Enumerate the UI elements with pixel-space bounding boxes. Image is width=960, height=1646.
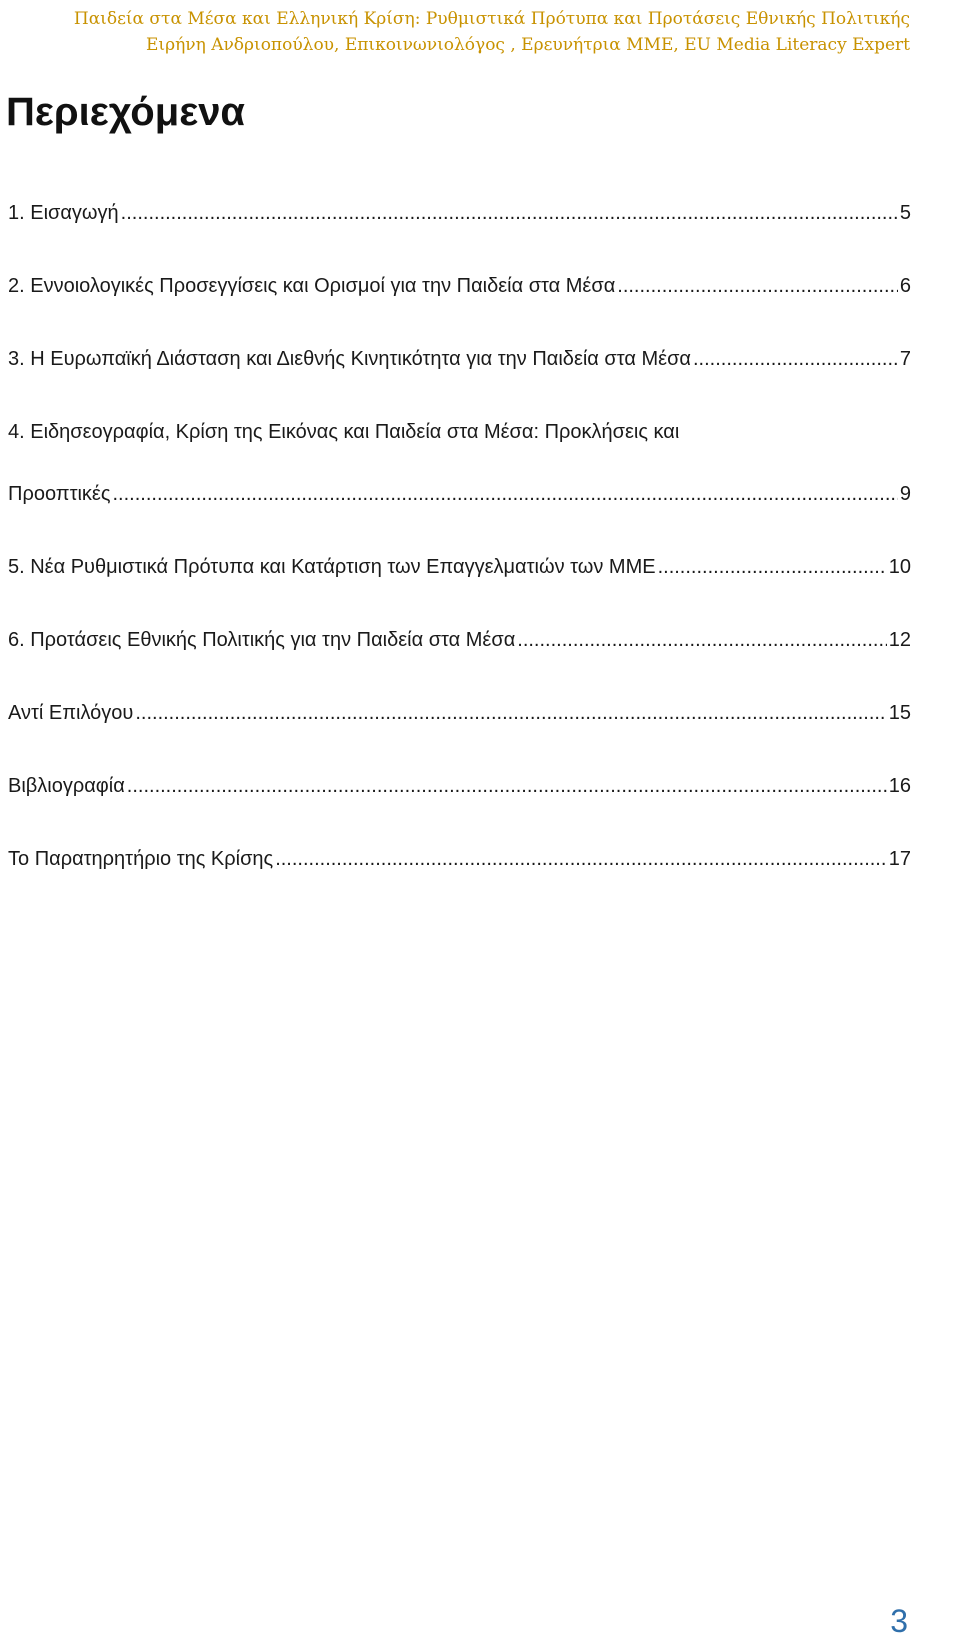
toc-entry-title: Αντί Επιλόγου <box>8 702 134 724</box>
dot-leader <box>517 627 886 653</box>
toc-entry-concepts[interactable] <box>8 273 911 299</box>
toc-heading: Περιεχόμενα <box>6 90 246 134</box>
toc-entry-page: 16 <box>888 775 911 797</box>
dot-leader <box>121 200 898 226</box>
toc-entry-title-line1: 4. Ειδησεογραφία, Κρίση της Εικόνας και Παιδεία στα Μέσα: Προκλήσεις και <box>8 421 680 443</box>
toc-entry-page: 15 <box>888 702 911 724</box>
toc-entry-bibliography[interactable] <box>8 773 911 799</box>
toc-entry-page: 6 <box>899 275 911 297</box>
toc-entry-news-crisis[interactable] <box>8 481 911 507</box>
dot-leader <box>135 700 886 726</box>
toc-entry-crisis-observatory[interactable] <box>8 846 911 872</box>
toc-entry-title: 5. Νέα Ρυθμιστικά Πρότυπα και Κατάρτιση των Επαγγελματιών των ΜΜΕ <box>8 556 656 578</box>
toc-entry-page: 12 <box>888 629 911 651</box>
dot-leader <box>112 481 897 507</box>
page-number: 3 <box>890 1603 908 1639</box>
toc-entry-title: Προοπτικές <box>8 483 111 505</box>
toc-entry-title: 6. Προτάσεις Εθνικής Πολιτικής για την Παιδεία στα Μέσα <box>8 629 516 651</box>
running-header <box>74 6 910 58</box>
dot-leader <box>275 846 887 872</box>
toc-entry-title: 1. Εισαγωγή <box>8 202 119 224</box>
table-of-contents <box>8 200 911 919</box>
dot-leader <box>617 273 898 299</box>
toc-entry-page: 9 <box>899 483 911 505</box>
toc-entry-policy-proposals[interactable] <box>8 627 911 653</box>
toc-entry-epilogue[interactable] <box>8 700 911 726</box>
toc-entry-european-dimension[interactable] <box>8 346 911 372</box>
dot-leader <box>127 773 887 799</box>
running-header-title: Παιδεία στα Μέσα και Ελληνική Κρίση: Ρυθμιστικά Πρότυπα και Προτάσεις Εθνικής Πολιτικής <box>73 9 910 29</box>
dot-leader <box>658 554 887 580</box>
toc-entry-page: 7 <box>899 348 911 370</box>
toc-entry-title: 3. Η Ευρωπαϊκή Διάσταση και Διεθνής Κινητικότητα για την Παιδεία στα Μέσα <box>8 348 691 370</box>
toc-entry-title: Το Παρατηρητήριο της Κρίσης <box>8 848 274 870</box>
toc-entry-introduction[interactable] <box>8 200 911 226</box>
toc-entry-title: 2. Εννοιολογικές Προσεγγίσεις και Ορισμοί για την Παιδεία στα Μέσα <box>8 275 616 297</box>
toc-entry-page: 17 <box>888 848 911 870</box>
toc-entry-title: Βιβλιογραφία <box>8 775 125 797</box>
toc-entry-page: 5 <box>899 202 911 224</box>
toc-entry-news-crisis-first-line[interactable] <box>8 419 911 445</box>
running-header-author: Ειρήνη Ανδριοπούλου, Επικοινωνιολόγος , Ερευνήτρια ΜΜΕ, EU Media Literacy Expert <box>146 35 910 55</box>
toc-entry-page: 10 <box>888 556 911 578</box>
dot-leader <box>693 346 898 372</box>
toc-entry-regulatory-models[interactable] <box>8 554 911 580</box>
